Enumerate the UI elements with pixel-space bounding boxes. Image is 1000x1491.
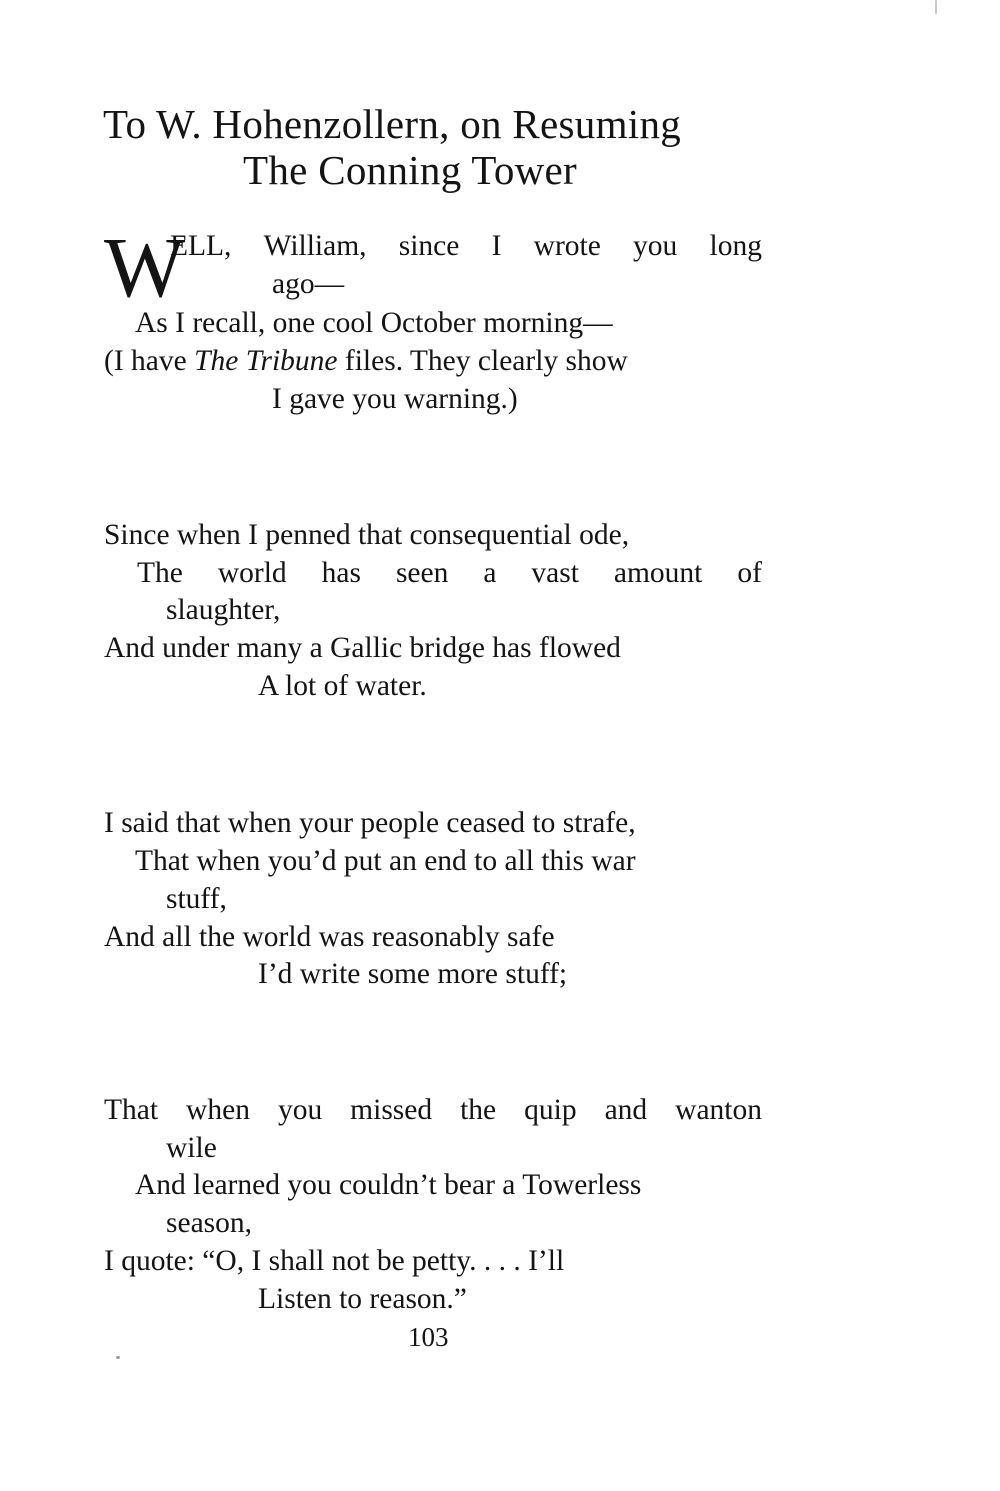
stanza-4-line-1 <box>104 1092 762 1128</box>
stanza-3-line-3: And all the world was reasonably safe <box>104 921 555 953</box>
stanza-1-line-2: As I recall, one cool October morning— <box>135 307 613 339</box>
stanza-3-line-1: I said that when your people ceased to strafe, <box>104 807 636 839</box>
stanza-2-line-4: A lot of water. <box>258 670 427 702</box>
word: ELL, <box>170 230 232 262</box>
stanza-1-line-1 <box>170 228 762 264</box>
stanza-1-line-3 <box>104 343 628 379</box>
newspaper-title: The Tribune <box>194 345 338 377</box>
word: quip <box>524 1094 577 1126</box>
line-text-pre: (I have <box>104 345 195 377</box>
word: long <box>709 230 762 262</box>
word: you <box>633 230 678 262</box>
stanza-4-line-2-continued: season, <box>166 1207 253 1239</box>
stanza-2-line-2 <box>137 555 762 591</box>
word: That <box>104 1094 159 1126</box>
stanza-2-line-1: Since when I penned that consequential ode, <box>104 519 630 551</box>
word: missed <box>350 1094 433 1126</box>
word: William, <box>263 230 367 262</box>
poem-title-line-2: The Conning Tower <box>243 147 577 193</box>
word: of <box>737 557 762 589</box>
stanza-2-line-2-continued: slaughter, <box>166 594 281 626</box>
word: a <box>483 557 497 589</box>
word: since <box>398 230 460 262</box>
word: wrote <box>533 230 601 262</box>
stanza-3-line-4: I’d write some more stuff; <box>258 958 568 990</box>
page-number: 103 <box>408 1322 449 1352</box>
poem-title-line-1: To W. Hohenzollern, on Resuming <box>103 101 682 147</box>
word: and <box>604 1094 648 1126</box>
scan-edge-mark <box>935 0 937 14</box>
stanza-3-line-2-continued: stuff, <box>166 883 227 915</box>
word: The <box>137 557 183 589</box>
stanza-4-line-2: And learned you couldn’t bear a Towerless <box>135 1169 642 1201</box>
word: world <box>217 557 287 589</box>
word: wanton <box>675 1094 762 1126</box>
stanza-1-line-4: I gave you warning.) <box>272 383 518 415</box>
scan-speck <box>116 1356 120 1359</box>
word: vast <box>531 557 579 589</box>
word: you <box>277 1094 323 1126</box>
stanza-3-line-2: That when you’d put an end to all this war <box>135 845 636 877</box>
stanza-4-line-3: I quote: “O, I shall not be petty. . . . I’ll <box>104 1245 565 1277</box>
stanza-4-line-1-continued: wile <box>166 1132 217 1164</box>
word: seen <box>395 557 449 589</box>
word: I <box>491 230 502 262</box>
word: amount <box>613 557 703 589</box>
word: when <box>186 1094 250 1126</box>
line-text-post: files. They clearly show <box>337 345 628 377</box>
word: the <box>460 1094 497 1126</box>
stanza-4-line-4: Listen to reason.” <box>258 1283 467 1315</box>
stanza-2-line-3: And under many a Gallic bridge has flowed <box>104 632 621 664</box>
word: has <box>321 557 361 589</box>
stanza-1-line-1-continued: ago— <box>272 268 345 300</box>
drop-cap-initial: W <box>104 219 186 315</box>
